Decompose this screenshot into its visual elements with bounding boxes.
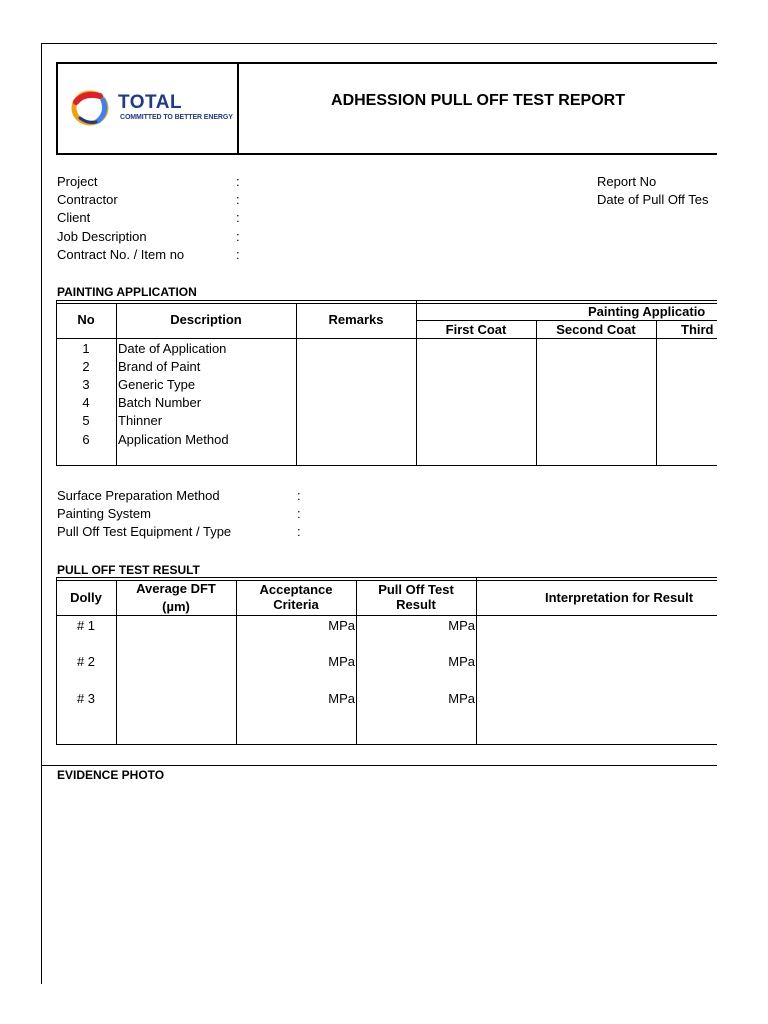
- row-number: 2: [82, 359, 90, 374]
- field-colon: :: [297, 488, 301, 503]
- result-unit: MPa: [448, 691, 475, 706]
- field-colon: :: [236, 229, 240, 244]
- field-label-surface-preparation: Surface Preparation Method: [57, 488, 220, 503]
- column-header-pull-off-result: Result: [396, 597, 436, 612]
- field-colon: :: [297, 506, 301, 521]
- field-colon: :: [236, 210, 240, 225]
- column-header-pull-off-test: Pull Off Test: [378, 582, 454, 597]
- row-number: 3: [82, 377, 90, 392]
- result-unit: MPa: [448, 654, 475, 669]
- field-label-test-equipment: Pull Off Test Equipment / Type: [57, 524, 232, 539]
- field-label-job-description: Job Description: [57, 229, 147, 244]
- acceptance-unit: MPa: [328, 691, 355, 706]
- page-frame-left-border: [41, 43, 42, 984]
- field-label-project: Project: [57, 174, 98, 189]
- column-header-interpretation: Interpretation for Result: [545, 590, 694, 605]
- column-header-second-coat: Second Coat: [556, 322, 636, 337]
- column-header-first-coat: First Coat: [445, 322, 507, 337]
- row-description: Date of Application: [118, 341, 227, 356]
- report-title: ADHESSION PULL OFF TEST REPORT: [331, 92, 625, 109]
- column-header-no: No: [77, 312, 95, 327]
- logo-wordmark: TOTAL: [118, 92, 183, 113]
- dolly-label: # 1: [76, 618, 96, 633]
- field-colon: :: [236, 192, 240, 207]
- column-header-painting-application: Painting Applicatio: [588, 304, 706, 319]
- evidence-photo-title: EVIDENCE PHOTO: [57, 768, 165, 782]
- column-header-acceptance: Acceptance: [259, 582, 333, 597]
- row-number: 6: [82, 432, 90, 447]
- pull-off-result-title: PULL OFF TEST RESULT: [57, 563, 200, 577]
- column-header-remarks: Remarks: [328, 312, 384, 327]
- column-header-description: Description: [170, 312, 242, 327]
- field-colon: :: [236, 247, 240, 262]
- row-number: 5: [82, 413, 90, 428]
- row-description: Generic Type: [118, 377, 196, 392]
- field-label-contractor: Contractor: [57, 192, 118, 207]
- total-logo-icon: [70, 88, 114, 128]
- field-label-report-no: Report No: [597, 174, 657, 189]
- column-header-dolly: Dolly: [70, 590, 102, 605]
- field-label-date-of-test: Date of Pull Off Tes: [597, 192, 709, 207]
- dolly-label: # 2: [76, 654, 96, 669]
- field-label-client: Client: [57, 210, 91, 225]
- row-number: 1: [82, 341, 90, 356]
- field-label-painting-system: Painting System: [57, 506, 151, 521]
- row-description: Batch Number: [118, 395, 202, 410]
- acceptance-unit: MPa: [328, 654, 355, 669]
- row-description: Thinner: [118, 413, 163, 428]
- column-header-acceptance-criteria: Criteria: [273, 597, 319, 612]
- page-frame-top-border: [41, 43, 717, 44]
- result-unit: MPa: [448, 618, 475, 633]
- logo-tagline: COMMITTED TO BETTER ENERGY: [120, 114, 233, 121]
- field-colon: :: [236, 174, 240, 189]
- evidence-divider: [42, 765, 717, 766]
- field-colon: :: [297, 524, 301, 539]
- report-header: [56, 62, 717, 155]
- field-label-contract-no: Contract No. / Item no: [57, 247, 185, 262]
- row-description: Brand of Paint: [118, 359, 201, 374]
- column-header-average-dft-unit: (µm): [162, 599, 190, 614]
- dolly-label: # 3: [76, 691, 96, 706]
- column-header-third-coat: Third: [681, 322, 714, 337]
- painting-application-title: PAINTING APPLICATION: [57, 285, 197, 299]
- column-header-average-dft: Average DFT: [136, 581, 216, 596]
- row-description: Application Method: [118, 432, 229, 447]
- acceptance-unit: MPa: [328, 618, 355, 633]
- total-logo: [70, 88, 233, 128]
- row-number: 4: [82, 395, 90, 410]
